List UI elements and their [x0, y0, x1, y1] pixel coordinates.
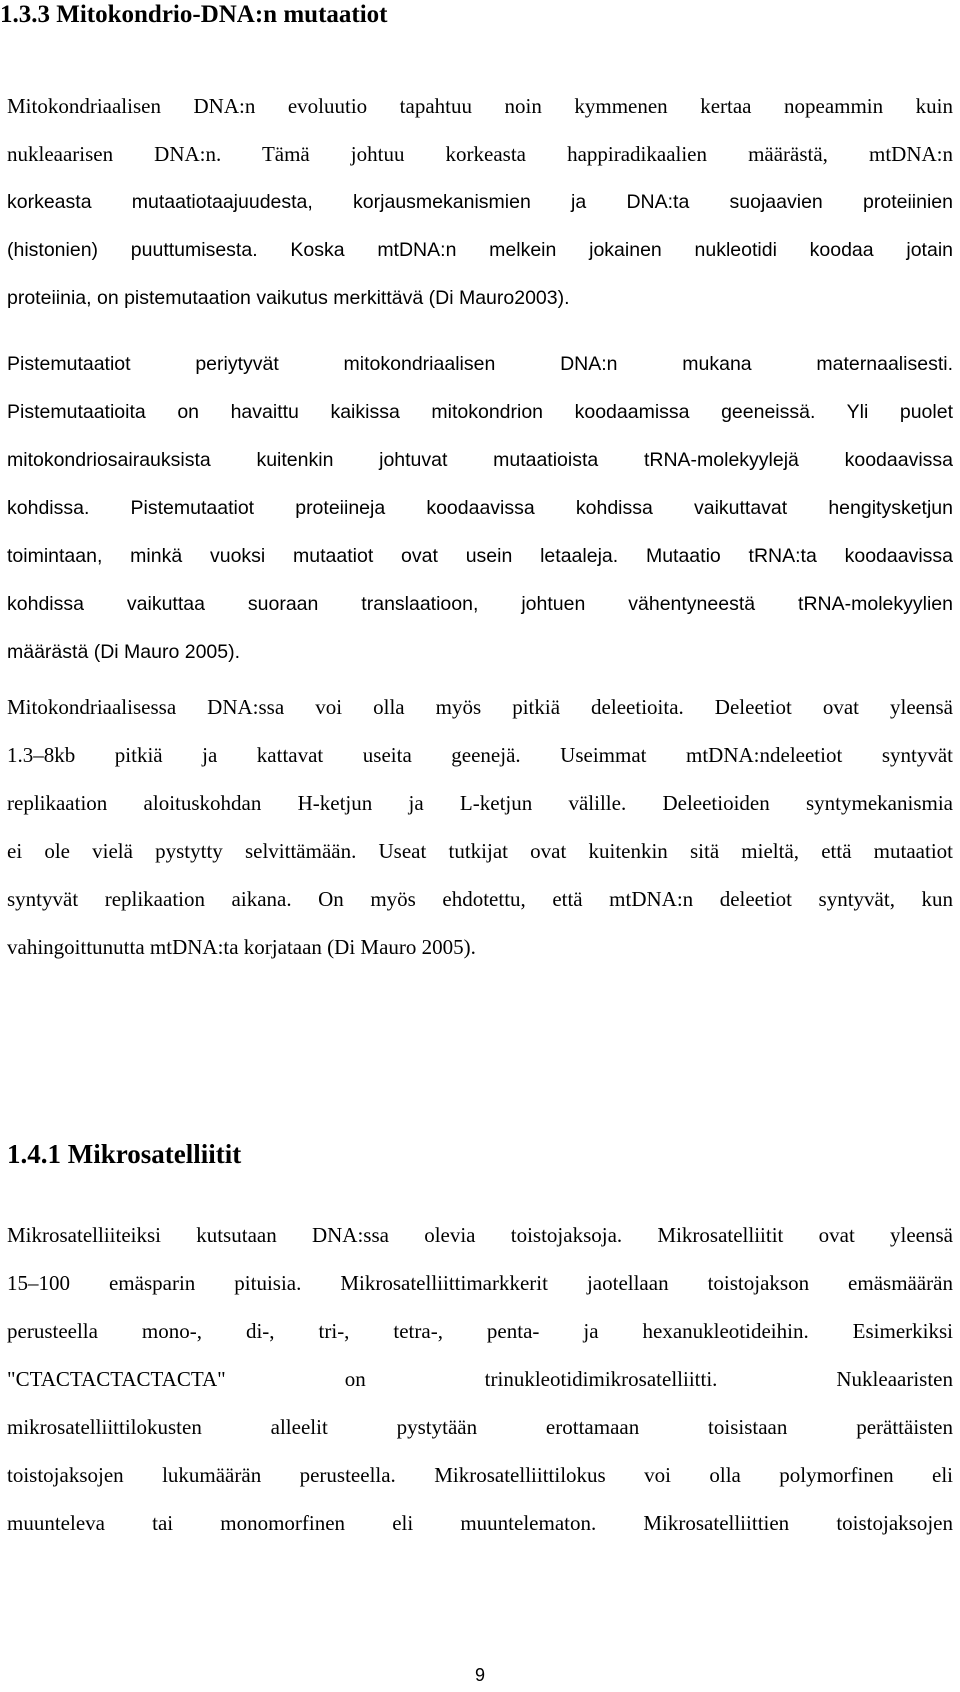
- text-line: syntyvät replikaation aikana. On myös ehdotettu, että mtDNA:n deleetiot syntyvät, kun: [7, 887, 953, 911]
- text-line: Mitokondriaalisen DNA:n evoluutio tapahtuu noin kymmenen kertaa nopeammin kuin: [7, 94, 953, 118]
- paragraph-deletions: [7, 683, 953, 971]
- text-line: replikaation aloituskohdan H-ketjun ja L-ketjun välille. Deleetioiden syntymekanismia: [7, 791, 953, 815]
- text-line: määrästä (Di Mauro 2005).: [7, 641, 241, 663]
- text-line: muunteleva tai monomorfinen eli muuntelematon. Mikrosatelliittien toistojaksojen: [7, 1511, 953, 1535]
- text-line: Pistemutaatiot periytyvät mitokondriaalisen DNA:n mukana maternaalisesti.: [7, 353, 953, 375]
- section-heading-mitochondrial-dna-mutations: 1.3.3 Mitokondrio-DNA:n mutaatiot: [0, 1, 388, 28]
- text-line: nukleaarisen DNA:n. Tämä johtuu korkeasta happiradikaalien määrästä, mtDNA:n: [7, 142, 953, 166]
- paragraph-point-mutations: [7, 340, 953, 676]
- text-line: proteiinia, on pistemutaation vaikutus merkittävä (Di Mauro2003).: [7, 287, 570, 309]
- text-line: 1.3–8kb pitkiä ja kattavat useita geenejä. Useimmat mtDNA:ndeleetiot syntyvät: [7, 743, 953, 767]
- text-line: ei ole vielä pystytty selvittämään. Useat tutkijat ovat kuitenkin sitä mieltä, että mutaatiot: [7, 839, 953, 863]
- page-number: 9: [474, 1665, 485, 1685]
- section-heading-microsatellites: 1.4.1 Mikrosatelliitit: [7, 1139, 242, 1169]
- text-line: (histonien) puuttumisesta. Koska mtDNA:n melkein jokainen nukleotidi koodaa jotain: [7, 239, 953, 261]
- text-line: toimintaan, minkä vuoksi mutaatiot ovat usein letaaleja. Mutaatio tRNA:ta koodaavissa: [7, 545, 953, 567]
- text-line: Mikrosatelliiteiksi kutsutaan DNA:ssa olevia toistojaksoja. Mikrosatelliitit ovat yleensä: [7, 1223, 953, 1247]
- text-line: "CTACTACTACTACTA" on trinukleotidimikrosatelliitti. Nukleaaristen: [7, 1367, 953, 1391]
- text-line: Mitokondriaalisessa DNA:ssa voi olla myös pitkiä deleetioita. Deleetiot ovat yleensä: [7, 695, 953, 719]
- text-line: korkeasta mutaatiotaajuudesta, korjausmekanismien ja DNA:ta suojaavien proteiinien: [7, 191, 953, 213]
- text-line: Pistemutaatioita on havaittu kaikissa mitokondrion koodaamissa geeneissä. Yli puolet: [7, 401, 953, 423]
- text-line: mikrosatelliittilokusten alleelit pystytään erottamaan toisistaan perättäisten: [7, 1415, 953, 1439]
- text-line: kohdissa. Pistemutaatiot proteiineja koodaavissa kohdissa vaikuttavat hengitysketjun: [7, 497, 953, 519]
- paragraph-mtdna-evolution: [7, 82, 953, 322]
- paragraph-microsatellites: [7, 1211, 953, 1547]
- text-line: 15–100 emäsparin pituisia. Mikrosatelliittimarkkerit jaotellaan toistojakson emäsmäärän: [7, 1271, 953, 1295]
- text-line: toistojaksojen lukumäärän perusteella. Mikrosatelliittilokus voi olla polymorfinen eli: [7, 1463, 953, 1487]
- text-line: kohdissa vaikuttaa suoraan translaatioon, johtuen vähentyneestä tRNA-molekyylien: [7, 593, 953, 615]
- text-line: vahingoittunutta mtDNA:ta korjataan (Di Mauro 2005).: [7, 935, 476, 959]
- text-line: mitokondriosairauksista kuitenkin johtuvat mutaatioista tRNA-molekyylejä koodaavissa: [7, 449, 953, 471]
- text-line: perusteella mono-, di-, tri-, tetra-, penta- ja hexanukleotideihin. Esimerkiksi: [7, 1319, 953, 1343]
